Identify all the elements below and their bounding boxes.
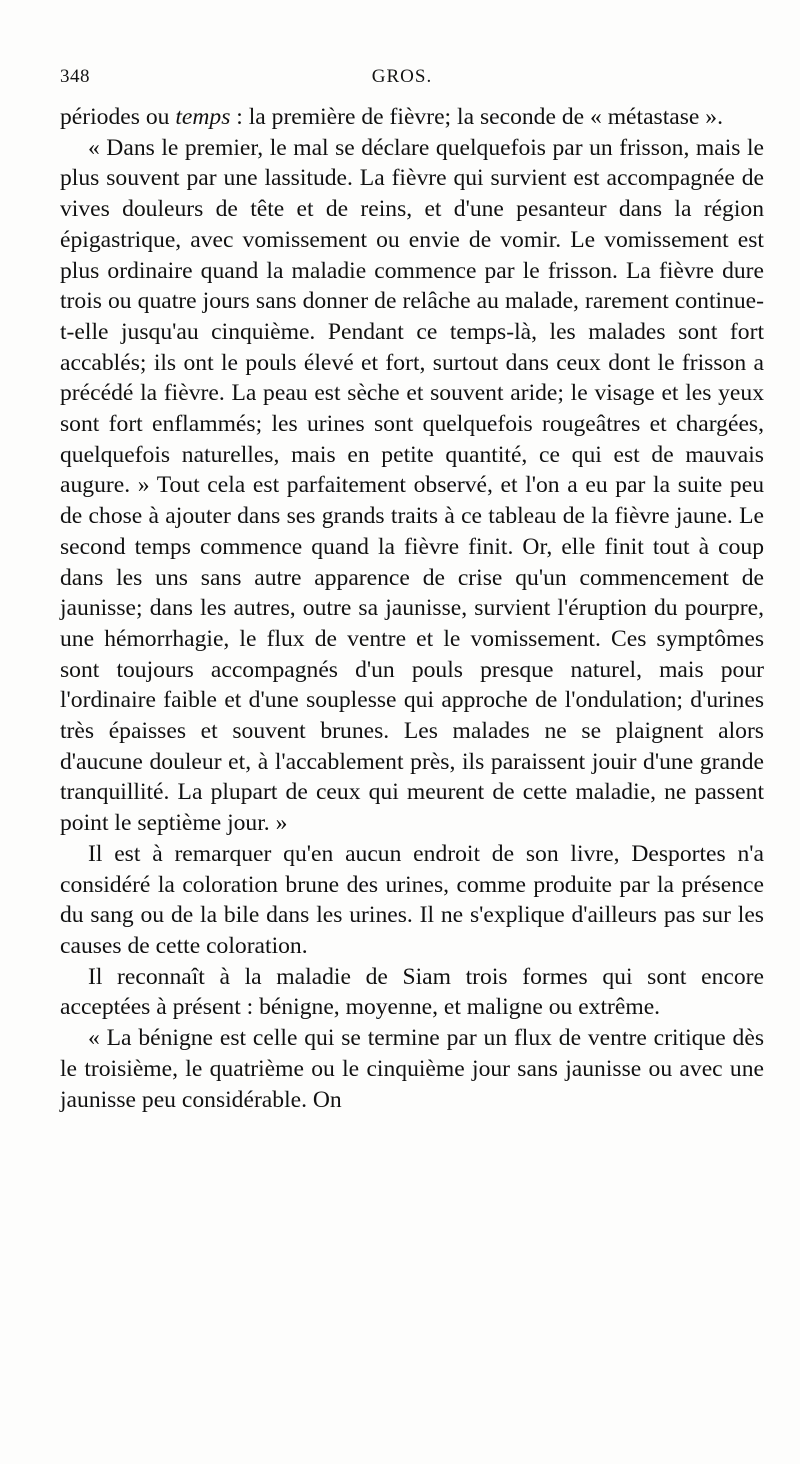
- paragraph-3: [60, 839, 764, 962]
- paragraph-5: [60, 1023, 764, 1115]
- paragraph-4: [60, 962, 764, 1023]
- paragraph-1: [60, 102, 764, 133]
- paragraph-2: [60, 133, 764, 839]
- paragraph-1-italic-term: temps: [175, 104, 231, 130]
- paragraph-5-text: « La bénigne est celle qui se termine par un flux de ventre critique dès le troisième, le quatrième ou le cinquième jour sans jaunisse ou avec une jaunisse peu considérable. On: [60, 1025, 764, 1113]
- paragraph-4-text: Il reconnaît à la maladie de Siam trois formes qui sont encore acceptées à présent : bénigne, moyenne, et maligne ou extrême.: [60, 963, 764, 1021]
- running-head: GROS.: [371, 66, 433, 87]
- page-number: 348: [60, 66, 90, 87]
- paragraph-2-text: « Dans le premier, le mal se déclare quelquefois par un frisson, mais le plus souvent par une lassitude. La fièvre qui survient est accompagnée de vives douleurs de tête et de reins, et d'une pesanteur dans la région épigastrique, avec vomissement ou envie de vomir. Le vomissement est plus ordinaire quand la maladie commence par le frisson. La fièvre dure trois ou quatre jours sans donner de relâche au malade, rarement continue-t-elle jusqu'au cinquième. Pendant ce temps-là, les malades sont fort accablés; ils ont le pouls élevé et fort, surtout dans ceux dont le frisson a précédé la fièvre. La peau est sèche et souvent aride; le visage et les yeux sont fort enflammés; les urines sont quelquefois rougeâtres et chargées, quelquefois naturelles, mais en petite quantité, ce qui est de mauvais augure. » Tout cela est parfaitement observé, et l'on a eu par la suite peu de chose à ajouter dans ses grands traits à ce tableau de la fièvre jaune. Le second temps commence quand la fièvre finit. Or, elle finit tout à coup dans les uns sans autre apparence de crise qu'un commencement de jaunisse; dans les autres, outre sa jaunisse, survient l'éruption du pourpre, une hémorrhagie, le flux de ventre et le vomissement. Ces symptômes sont toujours accompagnés d'un pouls presque naturel, mais pour l'ordinaire faible et d'une souplesse qui approche de l'ondulation; d'urines très épaisses et souvent brunes. Les malades ne se plaignent alors d'aucune douleur et, à l'accablement près, ils paraissent jouir d'une grande tranquillité. La plupart de ceux qui meurent de cette maladie, ne passent point le septième jour. »: [60, 134, 764, 837]
- paragraph-1-text: périodes ou: [60, 104, 176, 130]
- paragraph-1-text-end: : la première de fièvre; la seconde de « métastase ».: [230, 104, 723, 130]
- body-text: [60, 102, 764, 1115]
- page-header: [60, 66, 744, 96]
- paragraph-3-text: Il est à remarquer qu'en aucun endroit de son livre, Desportes n'a considéré la coloration brune des urines, comme produite par la présence du sang ou de la bile dans les urines. Il ne s'explique d'ailleurs pas sur les causes de cette coloration.: [60, 840, 764, 959]
